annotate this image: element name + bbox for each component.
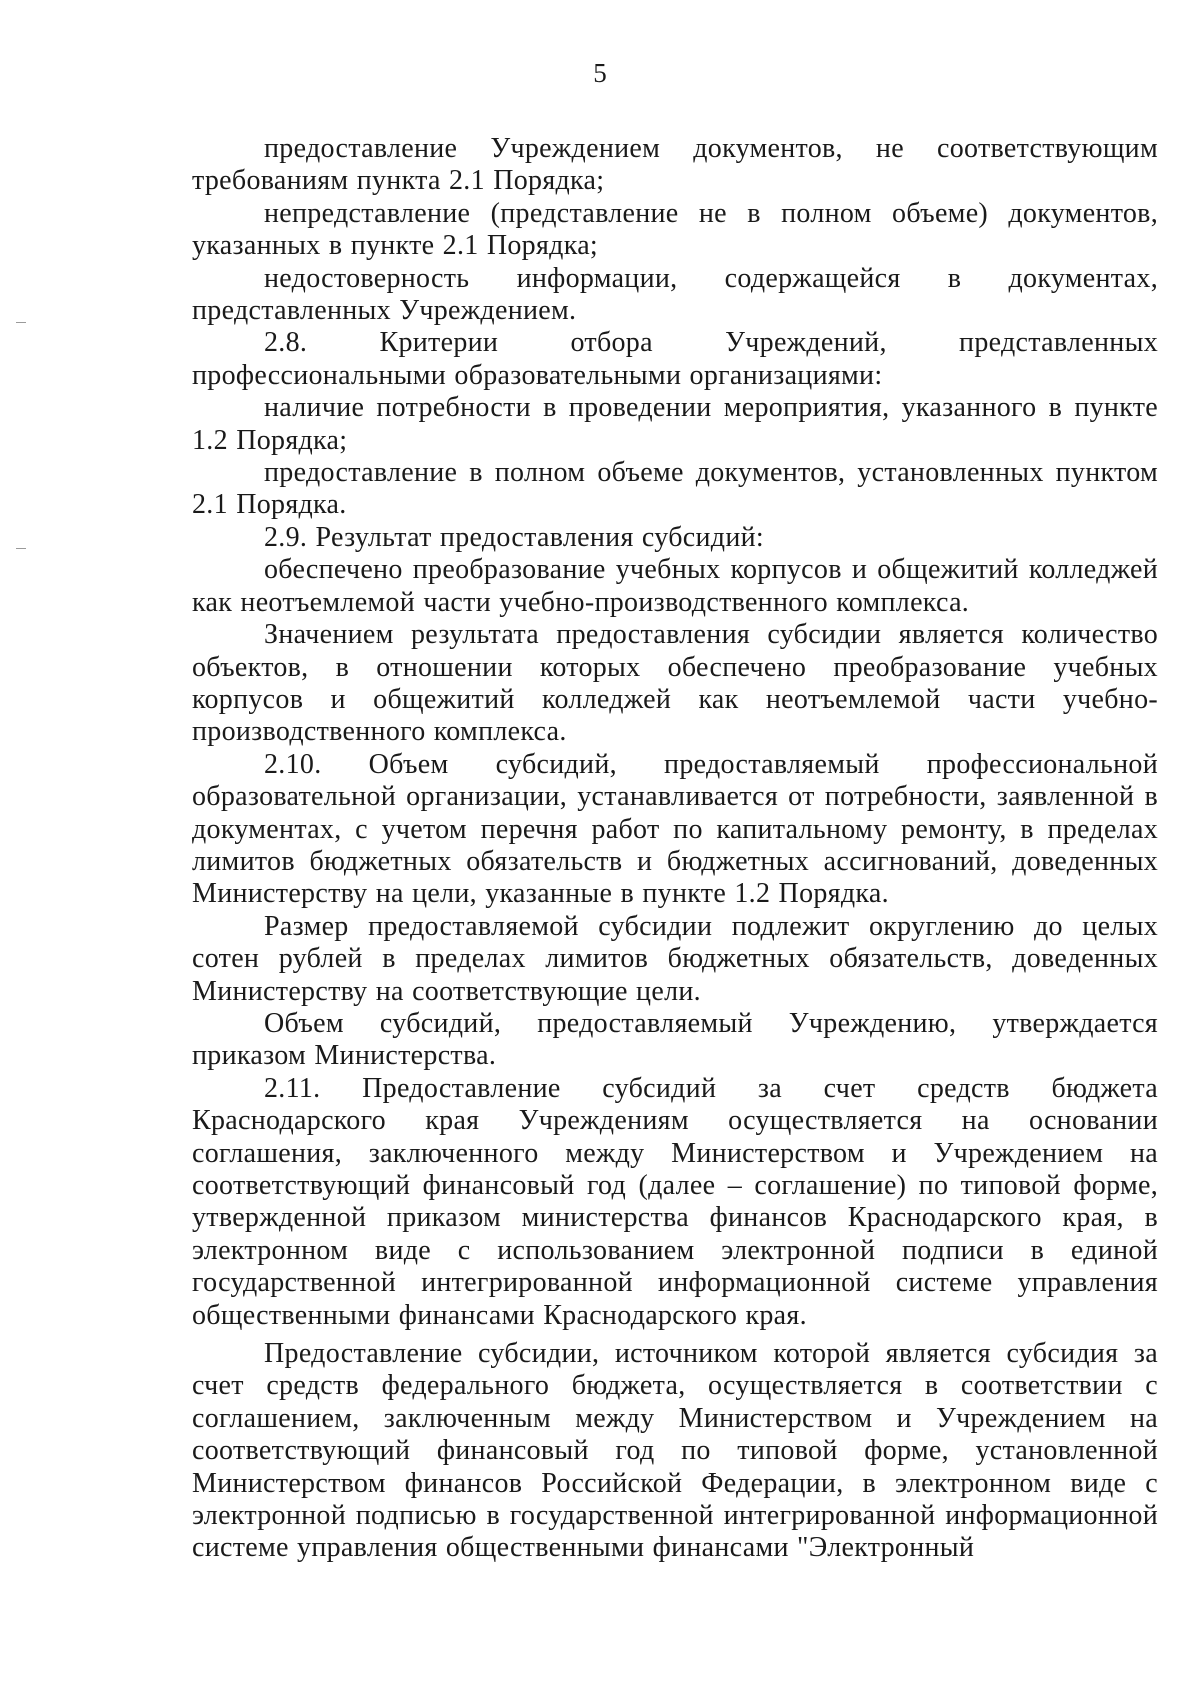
scan-edge-mark bbox=[16, 548, 26, 549]
paragraph: Значением результата предоставления субсидии является количество объектов, в отношении которых обеспечено преобразование учебных корпусов и общежитий колледжей как неотъемлемой части учебно-производственного комплекса. bbox=[192, 619, 1158, 748]
paragraph: Объем субсидий, предоставляемый Учреждению, утверждается приказом Министерства. bbox=[192, 1007, 1158, 1072]
document-body bbox=[192, 133, 1158, 1565]
page-number: 5 bbox=[593, 58, 607, 88]
paragraph: 2.9. Результат предоставления субсидий: bbox=[264, 521, 764, 553]
paragraph: 2.10. Объем субсидий, предоставляемый профессиональной образовательной организации, устанавливается от потребности, заявленной в документах, с учетом перечня работ по капитальному ремонту, в пределах лимитов бюджетных обязательств и бюджетных ассигнований, доведенных Министерству на цели, указанные в пункте 1.2 Порядка. bbox=[192, 748, 1158, 910]
paragraph: 2.8. Критерии отбора Учреждений, представленных профессиональными образовательными организациями: bbox=[192, 327, 1158, 391]
paragraph: предоставление Учреждением документов, не соответствующим требованиям пункта 2.1 Порядка; bbox=[192, 133, 1158, 197]
scan-edge-mark bbox=[16, 322, 26, 323]
paragraph: обеспечено преобразование учебных корпусов и общежитий колледжей как неотъемлемой части учебно-производственного комплекса. bbox=[192, 554, 1158, 618]
paragraph: 2.11. Предоставление субсидий за счет средств бюджета Краснодарского края Учреждениям осуществляется на основании соглашения, заключенного между Министерством и Учреждением на соответствующий финансовый год (далее – соглашение) по типовой форме, утвержденной приказом министерства финансов Краснодарского края, в электронном виде с использованием электронной подписи в единой государственной интегрированной информационной системе управления общественными финансами Краснодарского края. bbox=[192, 1072, 1158, 1331]
paragraph: наличие потребности в проведении мероприятия, указанного в пункте 1.2 Порядка; bbox=[192, 392, 1158, 456]
paragraph: непредставление (представление не в полном объеме) документов, указанных в пункте 2.1 Порядка; bbox=[192, 197, 1158, 262]
paragraph: недостоверность информации, содержащейся в документах, представленных Учреждением. bbox=[192, 262, 1158, 327]
paragraph: предоставление в полном объеме документов, установленных пунктом 2.1 Порядка. bbox=[192, 457, 1158, 521]
paragraph: Размер предоставляемой субсидии подлежит округлению до целых сотен рублей в пределах лимитов бюджетных обязательств, доведенных Министерству на соответствующие цели. bbox=[192, 910, 1158, 1007]
paragraph: Предоставление субсидии, источником которой является субсидия за счет средств федерального бюджета, осуществляется в соответствии с соглашением, заключенным между Министерством и Учреждением на соответствующий финансовый год по типовой форме, установленной Министерством финансов Российской Федерации, в электронном виде с электронной подписью в государственной интегрированной информационной системе управления общественными финансами "Электронный bbox=[192, 1338, 1158, 1564]
